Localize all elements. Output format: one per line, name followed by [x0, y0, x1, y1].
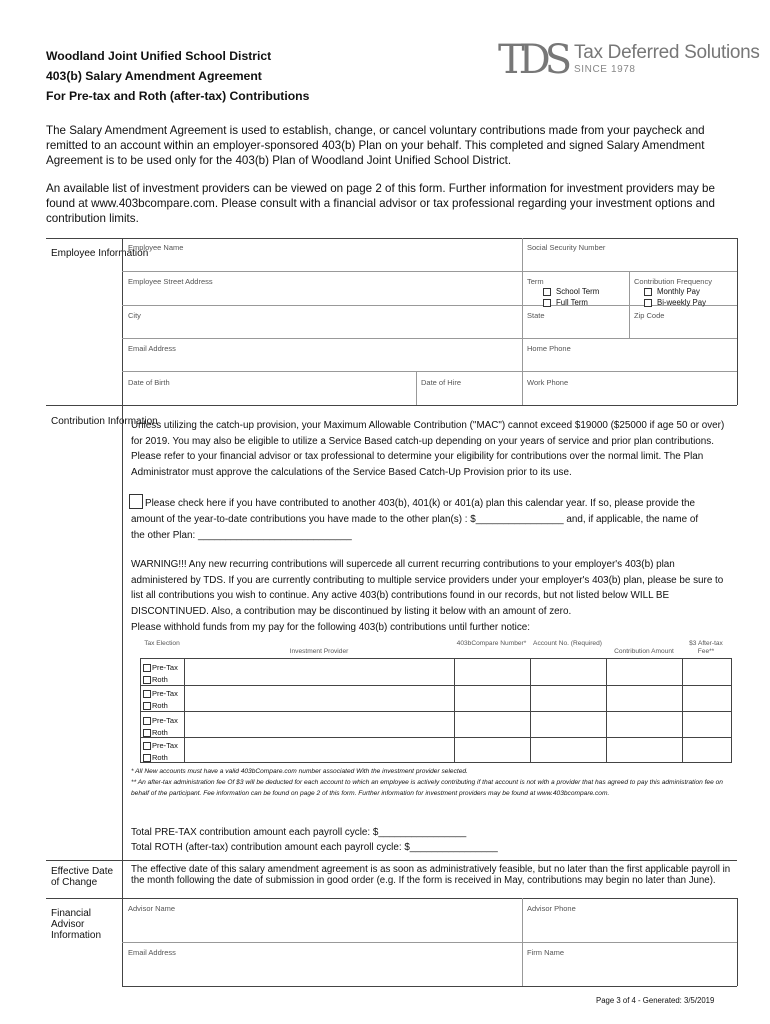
compare-number-header: 403bCompare Number* [456, 640, 527, 647]
school-term-checkbox[interactable] [543, 288, 551, 296]
row2-pretax-option[interactable]: Pre-Tax [143, 689, 178, 698]
firm-name-field[interactable]: Firm Name [527, 948, 565, 957]
row3-roth-option[interactable]: Roth [143, 728, 168, 737]
advisor-section-title: Financial Advisor Information [51, 908, 102, 941]
total-pretax-line[interactable]: Total PRE-TAX contribution amount each payroll cycle: $________________ [131, 827, 467, 838]
tds-logo-since: SINCE 1978 [574, 64, 636, 75]
zip-field[interactable]: Zip Code [634, 311, 665, 320]
row2-roth-checkbox[interactable] [143, 702, 151, 710]
monthly-pay-checkbox[interactable] [644, 288, 652, 296]
row4-pretax-checkbox[interactable] [143, 742, 151, 750]
other-plan-checkbox[interactable] [129, 494, 143, 509]
provider-header: Investment Provider [289, 648, 349, 655]
tax-election-header: Tax Election [144, 640, 180, 647]
fee-header: $3 After-tax Fee** [689, 640, 723, 655]
other-plan-line-3[interactable]: the other Plan: ____________________________ [131, 530, 352, 541]
email-field[interactable]: Email Address [128, 344, 176, 353]
fee-note: ** An after-tax administration fee Of $3 will be deducted for each account to which an employee is actively contributing if that account is not with a provider that has agreed to pay this administration fee on behalf of the participant. Fee information can be found on page 2 of this form. Further information for investment providers may be found at www.403bcompare.com. [131, 779, 723, 797]
account-number-header: Account No. (Required) [533, 640, 602, 647]
row1-pretax-option[interactable]: Pre-Tax [143, 663, 178, 672]
effective-section-title: Effective Date of Change [51, 866, 114, 888]
row2-pretax-checkbox[interactable] [143, 690, 151, 698]
ssn-field[interactable]: Social Security Number [527, 243, 606, 252]
state-field[interactable]: State [527, 311, 545, 320]
row4-roth-option[interactable]: Roth [143, 753, 168, 762]
tds-logo [498, 37, 760, 83]
date-of-birth-field[interactable]: Date of Birth [128, 378, 170, 387]
employee-name-field[interactable]: Employee Name [128, 243, 184, 252]
advisor-name-field[interactable]: Advisor Name [128, 904, 176, 913]
row3-pretax-option[interactable]: Pre-Tax [143, 716, 178, 725]
contribution-section-title: Contribution Information [51, 416, 158, 427]
full-term-checkbox[interactable] [543, 299, 551, 307]
contribution-amount-header: Contribution Amount [614, 648, 674, 655]
total-roth-line[interactable]: Total ROTH (after-tax) contribution amount each payroll cycle: $________________ [131, 842, 498, 853]
row4-roth-checkbox[interactable] [143, 754, 151, 762]
city-field[interactable]: City [128, 311, 141, 320]
row1-roth-option[interactable]: Roth [143, 675, 168, 684]
page-footer: Page 3 of 4 - Generated: 3/5/2019 [596, 996, 715, 1005]
monthly-pay-option[interactable]: Monthly Pay [644, 287, 700, 296]
row4-pretax-option[interactable]: Pre-Tax [143, 741, 178, 750]
biweekly-pay-option[interactable]: Bi-weekly Pay [644, 298, 706, 307]
intro-paragraph-2: An available list of investment providers can be viewed on page 2 of this form. Further information for investment providers may be found at www.403bcompare.com. Please consult with a financial advisor or tax professional regarding your investment options and contribution limits. [46, 182, 715, 225]
row3-roth-checkbox[interactable] [143, 729, 151, 737]
other-plan-line-1: Please check here if you have contributed to another 403(b), 401(k) or 401(a) plan this calendar year. If so, please provide the [145, 498, 696, 509]
compare-number-note: * All New accounts must have a valid 403bCompare.com number associated With the investment provider selected. [131, 768, 468, 775]
term-label: Term [527, 277, 544, 286]
employee-section-title: Employee Information [51, 248, 149, 259]
street-address-field[interactable]: Employee Street Address [128, 277, 213, 286]
biweekly-pay-checkbox[interactable] [644, 299, 652, 307]
intro-paragraph-1: The Salary Amendment Agreement is used to establish, change, or cancel voluntary contributions made from your paycheck and remitted to an account within an employer-sponsored 403(b) Plan on your behalf. This completed and signed Salary Amendment Agreement is to be used only for the 403(b) Plan of Woodland Joint Unified School District. [46, 124, 705, 167]
effective-date-text: The effective date of this salary amendment agreement is as soon as administratively feasible, but no later than the first applicable payroll in the month following the date of submission in good order (e.g. If the form is received in May, contributions may begin no later than June). [131, 864, 731, 886]
form-title: 403(b) Salary Amendment Agreement [46, 69, 262, 83]
school-term-option[interactable]: School Term [543, 287, 599, 296]
withhold-instruction: Please withhold funds from my pay for the following 403(b) contributions until further notice: [131, 622, 531, 633]
advisor-phone-field[interactable]: Advisor Phone [527, 904, 576, 913]
row2-roth-option[interactable]: Roth [143, 701, 168, 710]
mac-paragraph: Unless utilizing the catch-up provision, your Maximum Allowable Contribution ("MAC") cannot exceed $19000 ($25000 if age 50 or over) for 2019. You may also be eligible to utilize a Service Based catch-up depending on your years of service and prior plan contributions. Please refer to your financial advisor or tax professional to determine your eligibility for contributions over the normal limit. The Plan Administrator must approve the calculations of the Service Based Catch-Up Provision prior to its use. [131, 420, 725, 478]
tds-logo-mark: TDS [498, 37, 567, 83]
home-phone-field[interactable]: Home Phone [527, 344, 571, 353]
row3-pretax-checkbox[interactable] [143, 717, 151, 725]
advisor-email-field[interactable]: Email Address [128, 948, 176, 957]
section-divider [46, 238, 737, 239]
tds-logo-name: Tax Deferred Solutions [574, 42, 760, 63]
row1-pretax-checkbox[interactable] [143, 664, 151, 672]
form-subtitle: For Pre-tax and Roth (after-tax) Contributions [46, 89, 310, 103]
frequency-label: Contribution Frequency [634, 277, 712, 286]
other-plan-line-2[interactable]: amount of the year-to-date contributions you have made to the other plan(s) : $________________ and, if applicable, the name of [131, 514, 699, 525]
row1-roth-checkbox[interactable] [143, 676, 151, 684]
work-phone-field[interactable]: Work Phone [527, 378, 569, 387]
warning-paragraph: WARNING!!! Any new recurring contributions will supercede all current recurring contributions to your employer's 403(b) plan administered by TDS. If you are currently contributing to multiple service providers under your employer's 403(b) plan, please be sure to list all contributions you wish to continue. Any active 403(b) contributions found in our records, but not listed below WILL BE DISCONTINUED. Also, a contribution may be discontinued by listing it below with an amount of zero. [131, 559, 724, 617]
date-of-hire-field[interactable]: Date of Hire [421, 378, 462, 387]
full-term-option[interactable]: Full Term [543, 298, 588, 307]
district-title: Woodland Joint Unified School District [46, 49, 272, 63]
